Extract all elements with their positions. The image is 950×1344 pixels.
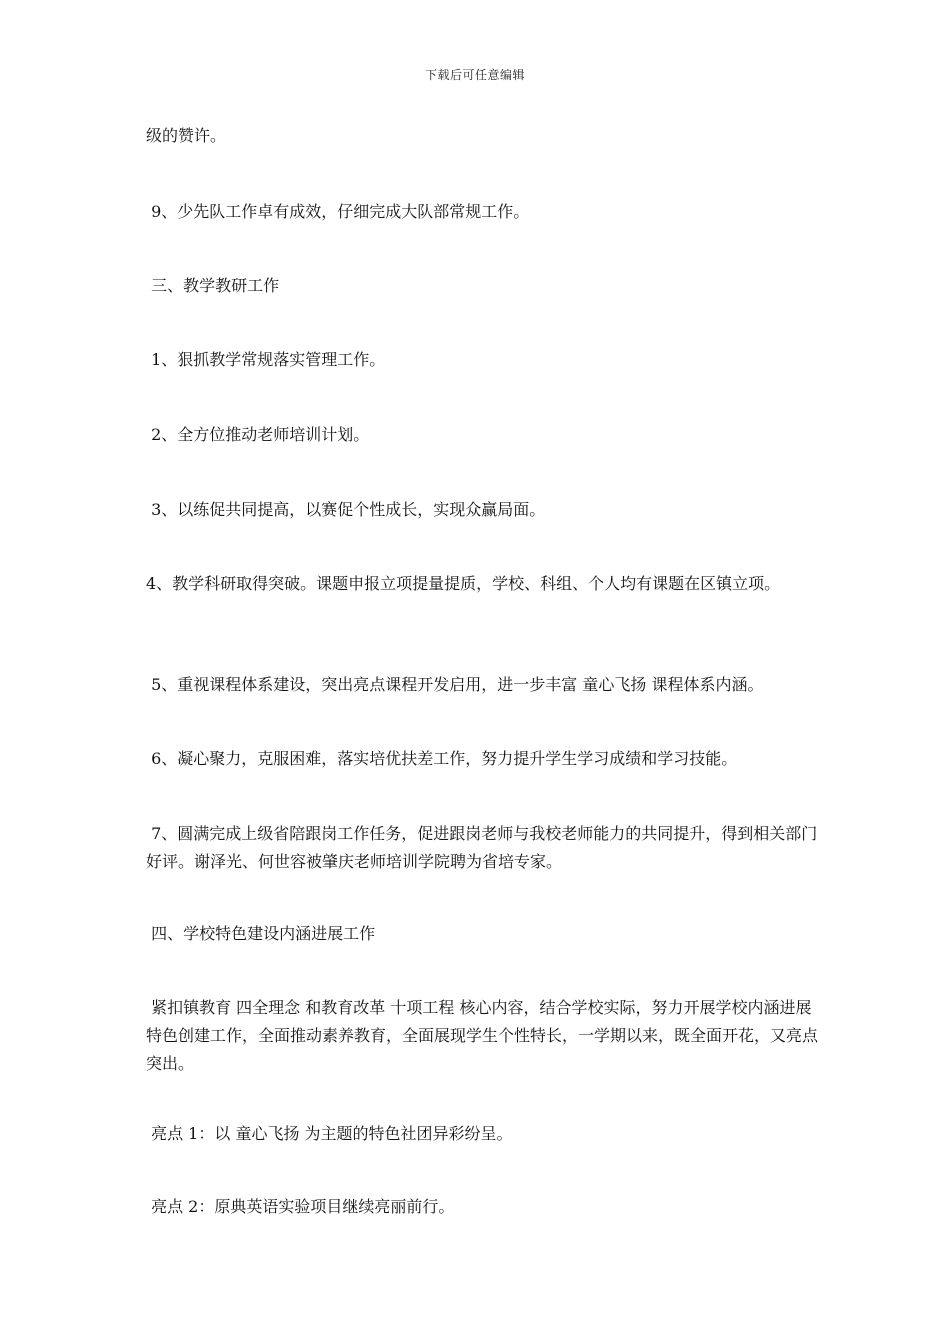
paragraph-item-9: 9、少先队工作卓有成效，仔细完成大队部常规工作。 <box>146 202 530 221</box>
paragraph-section-4-intro: 紧扣镇教育 四全理念 和教育改革 十项工程 核心内容，结合学校实际，努力开展学校内涵进展特色创建工作，全面推动素养教育，全面展现学生个性特长，一学期以来，既全面开花，又亮点突出。 <box>146 998 819 1073</box>
paragraph-continuation: 级的赞许。 <box>146 126 227 145</box>
page-header: 下载后可任意编辑 <box>424 68 525 82</box>
paragraph-item-3: 3、以练促共同提高，以赛促个性成长，实现众赢局面。 <box>146 500 546 519</box>
paragraph-item-1: 1、狠抓教学常规落实管理工作。 <box>146 350 386 369</box>
section-heading-4: 四、学校特色建设内涵进展工作 <box>146 924 376 943</box>
paragraph-item-2: 2、全方位推动老师培训计划。 <box>146 425 370 444</box>
section-heading-3: 三、教学教研工作 <box>146 276 280 295</box>
paragraph-highlight-1: 亮点 1：以 童心飞扬 为主题的特色社团异彩纷呈。 <box>146 1124 513 1143</box>
paragraph-item-7: 7、圆满完成上级省陪跟岗工作任务，促进跟岗老师与我校老师能力的共同提升，得到相关部门好评。谢泽光、何世容被肇庆老师培训学院聘为省培专家。 <box>146 824 818 871</box>
paragraph-item-4: 4、教学科研取得突破。课题申报立项提量提质，学校、科组、个人均有课题在区镇立项。 <box>146 574 781 593</box>
paragraph-item-5: 5、重视课程体系建设，突出亮点课程开发启用，进一步丰富 童心飞扬 课程体系内涵。 <box>146 675 764 694</box>
paragraph-highlight-2: 亮点 2：原典英语实验项目继续亮丽前行。 <box>146 1197 455 1216</box>
paragraph-item-6: 6、凝心聚力，克服困难，落实培优扶差工作，努力提升学生学习成绩和学习技能。 <box>146 749 738 768</box>
